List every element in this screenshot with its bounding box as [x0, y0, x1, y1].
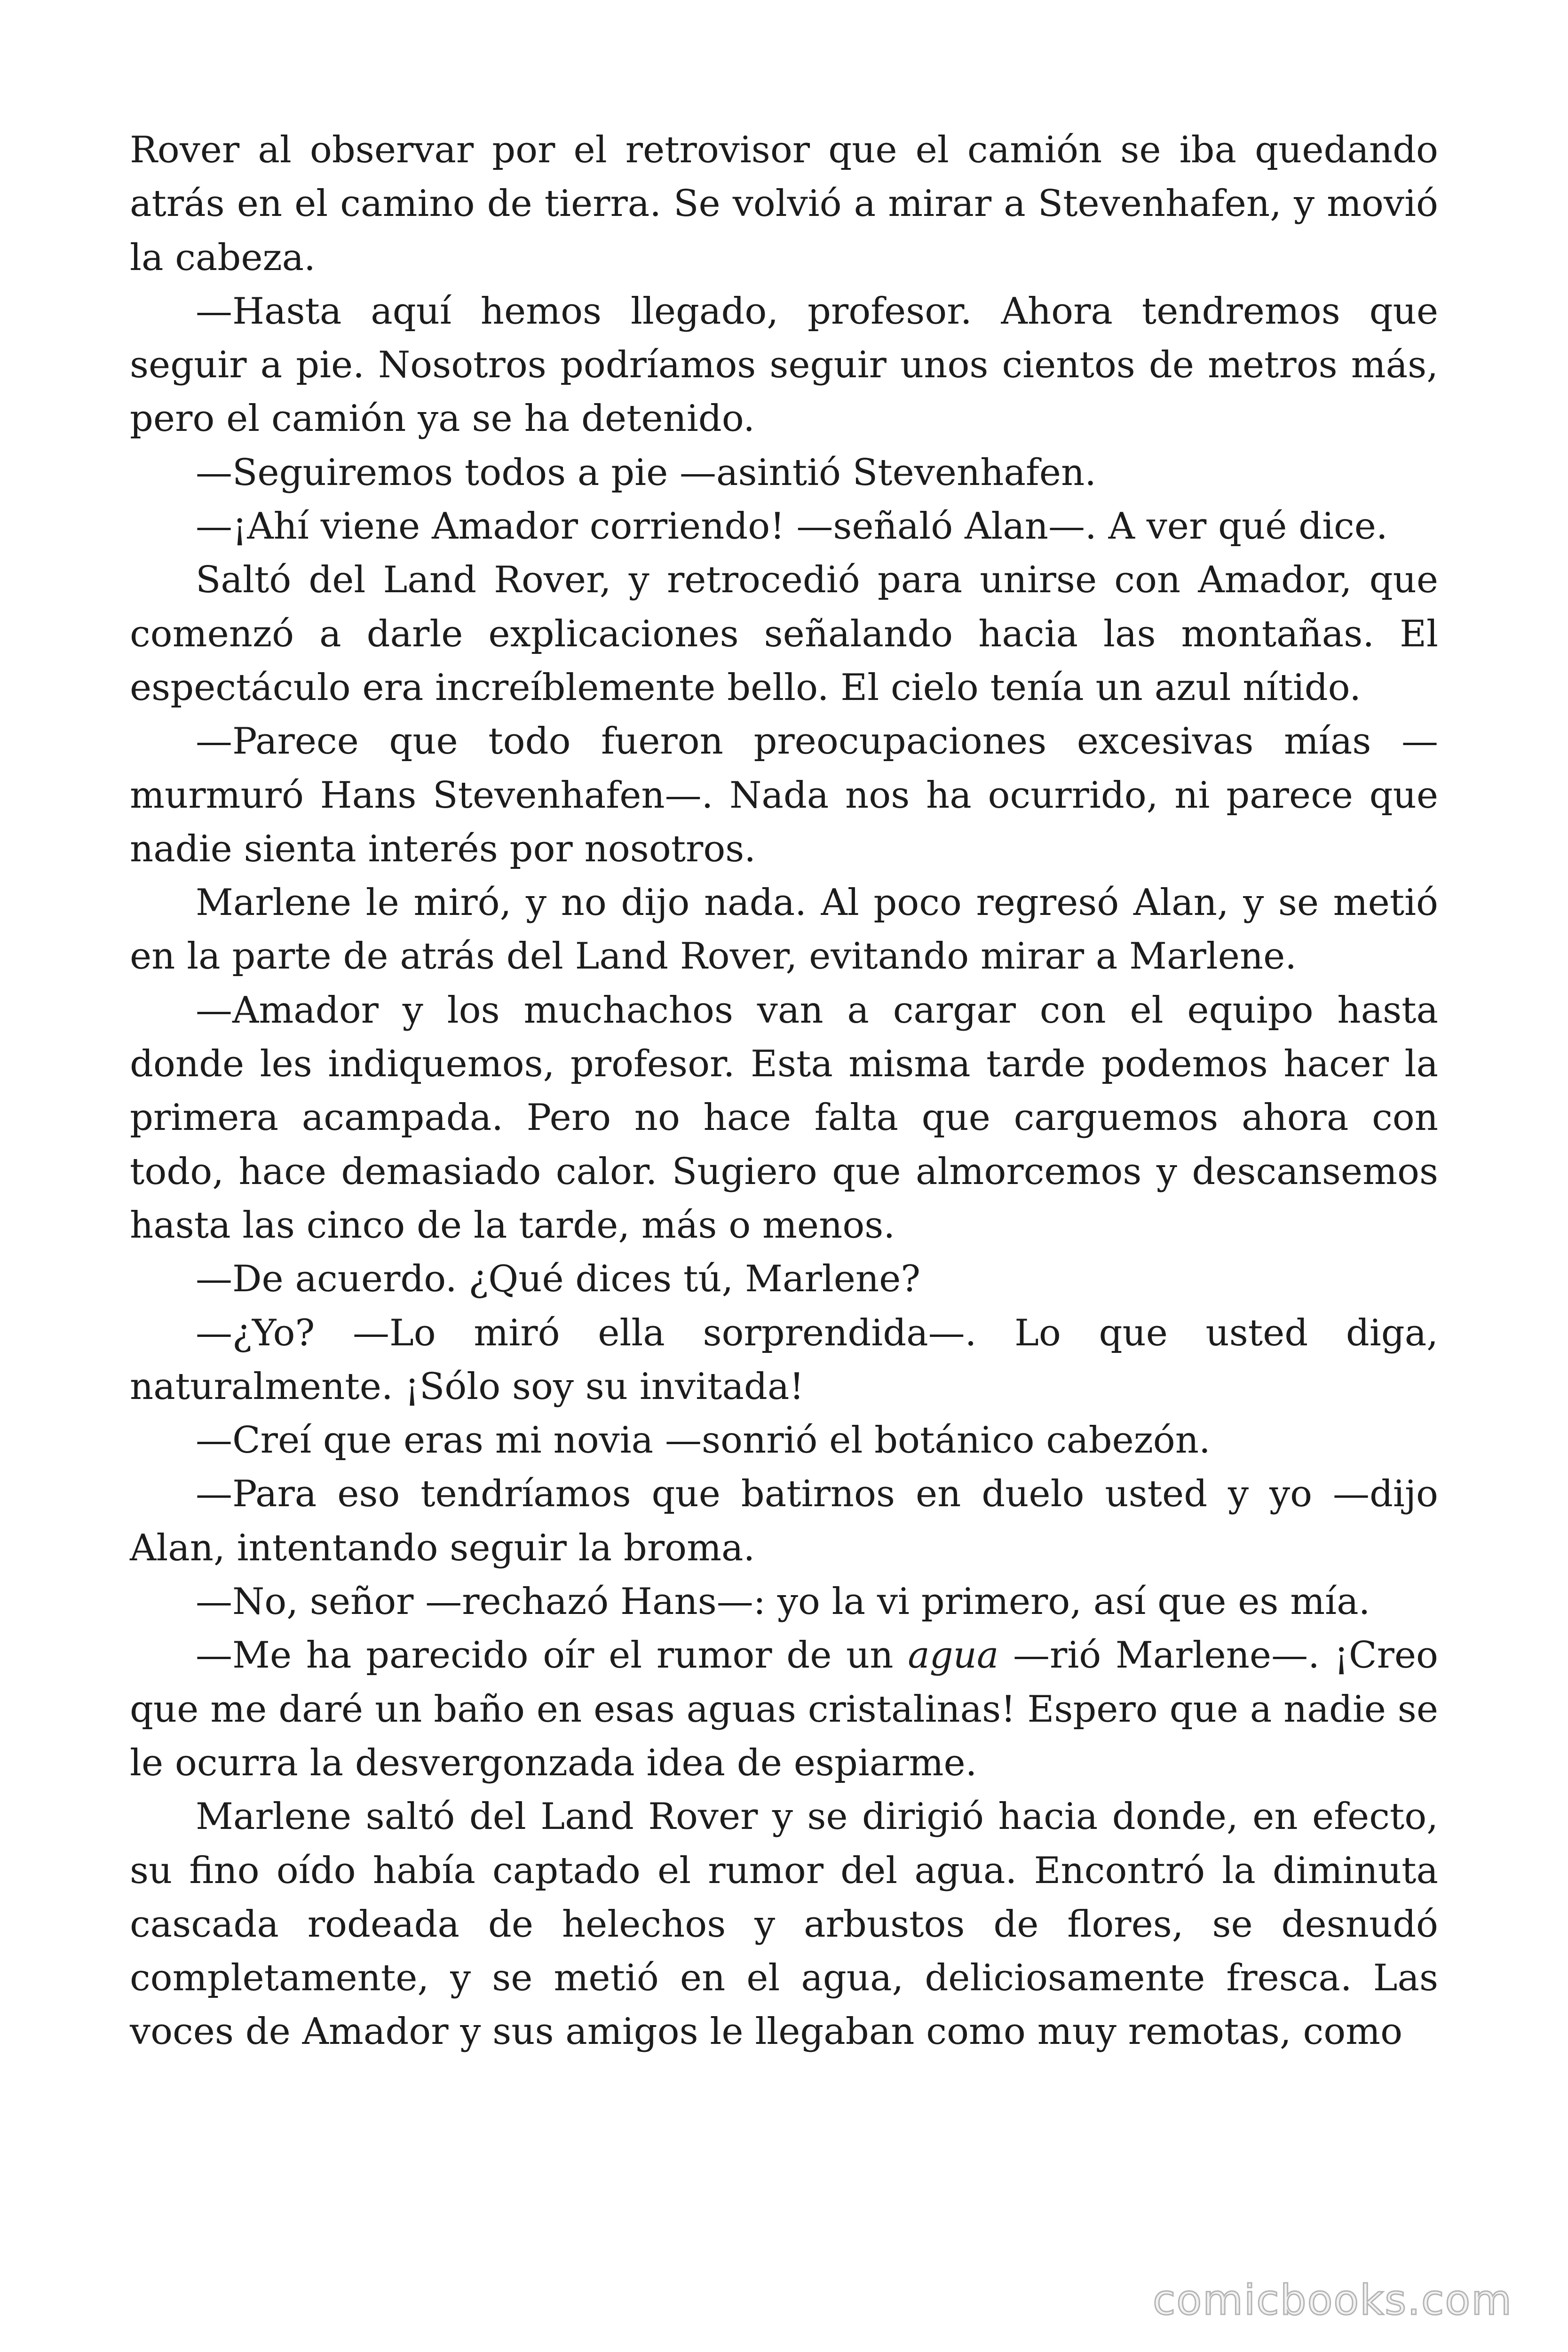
text-run: Marlene saltó del Land Rover y se dirigió hacia donde, en efecto, su fino oído había captado el rumor del agua. Encontró la diminuta cascada rodeada de helechos y arbustos de flores, se desnudó completamente, y se metió en el agua, deliciosamente fresca. Las voces de Amador y sus amigos le llegaban como muy remotas, como	[130, 1796, 1438, 2053]
text-run: —¿Yo? —Lo miró ella sorprendida—. Lo que usted diga, naturalmente. ¡Sólo soy su invitada!	[130, 1311, 1438, 1408]
paragraph	[130, 1790, 1438, 2058]
paragraph	[130, 984, 1438, 1252]
paragraph	[130, 1306, 1438, 1414]
paragraph	[130, 446, 1438, 500]
paragraph	[130, 715, 1438, 876]
text-run: —¡Ahí viene Amador corriendo! —señaló Alan—. A ver qué dice.	[196, 505, 1388, 548]
paragraph	[130, 553, 1438, 715]
paragraph	[130, 1414, 1438, 1467]
paragraph	[130, 500, 1438, 553]
paragraph	[130, 1467, 1438, 1575]
paragraph	[130, 123, 1438, 285]
text-run: —Hasta aquí hemos llegado, profesor. Ahora tendremos que seguir a pie. Nosotros podríamos seguir unos cientos de metros más, pero el camión ya se ha detenido.	[130, 290, 1438, 440]
text-run: Saltó del Land Rover, y retrocedió para unirse con Amador, que comenzó a darle explicaciones señalando hacia las montañas. El espectáculo era increíblemente bello. El cielo tenía un azul nítido.	[130, 559, 1438, 709]
paragraph	[130, 876, 1438, 984]
text-run: —rió Marlene—. ¡Creo que me daré un baño en esas aguas cristalinas! Espero que a nadie se le ocurra la desvergonzada idea de espiarme.	[130, 1634, 1438, 1784]
text-run: —De acuerdo. ¿Qué dices tú, Marlene?	[196, 1258, 921, 1301]
text-run: Marlene le miró, y no dijo nada. Al poco regresó Alan, y se metió en la parte de atrás del Land Rover, evitando mirar a Marlene.	[130, 882, 1438, 978]
paragraph	[130, 285, 1438, 446]
text-run: —Parece que todo fueron preocupaciones excesivas mías —murmuró Hans Stevenhafen—. Nada nos ha ocurrido, ni parece que nadie sienta interés por nosotros.	[130, 720, 1438, 870]
text-run: —Creí que eras mi novia —sonrió el botánico cabezón.	[196, 1419, 1211, 1462]
text-run: —No, señor —rechazó Hans—: yo la vi primero, así que es mía.	[196, 1581, 1370, 1623]
text-run: —Seguiremos todos a pie —asintió Stevenhafen.	[196, 451, 1096, 494]
paragraph	[130, 1629, 1438, 1790]
paragraph	[130, 1252, 1438, 1306]
body-text	[130, 123, 1438, 2059]
italic-text: agua	[908, 1634, 999, 1677]
paragraph	[130, 1575, 1438, 1629]
text-run: Rover al observar por el retrovisor que el camión se iba quedando atrás en el camino de tierra. Se volvió a mirar a Stevenhafen, y movió la cabeza.	[130, 129, 1438, 279]
text-run: —Para eso tendríamos que batirnos en duelo usted y yo —dijo Alan, intentando seguir la broma.	[130, 1473, 1438, 1569]
watermark: comicbooks.com	[1152, 2276, 1513, 2324]
text-run: —Me ha parecido oír el rumor de un	[196, 1634, 908, 1677]
text-run: —Amador y los muchachos van a cargar con el equipo hasta donde les indiquemos, profesor. Esta misma tarde podemos hacer la primera acampada. Pero no hace falta que carguemos ahora con todo, hace demasiado calor. Sugiero que almorcemos y descansemos hasta las cinco de la tarde, más o menos.	[130, 989, 1438, 1247]
